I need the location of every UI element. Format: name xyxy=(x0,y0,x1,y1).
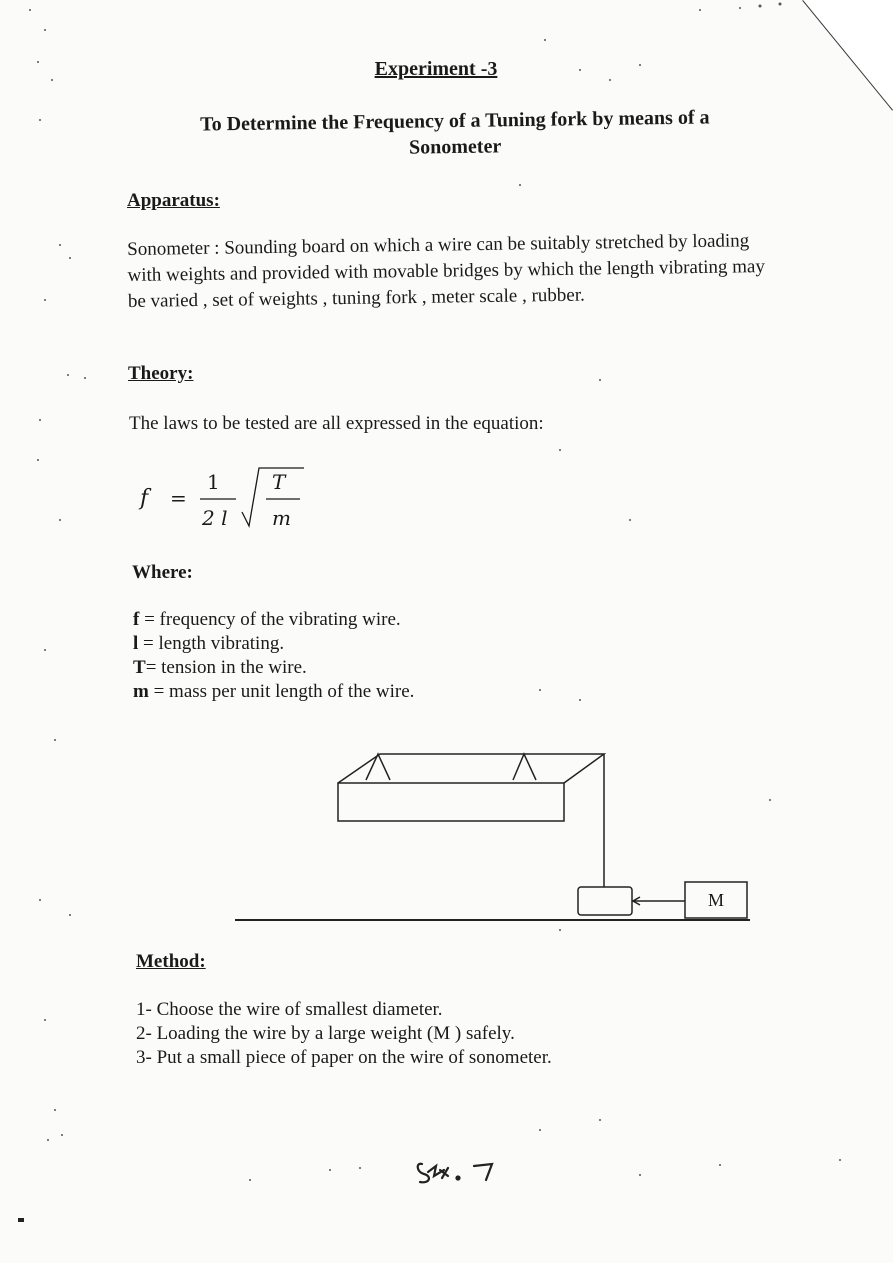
sonometer-drawing xyxy=(230,745,755,930)
definition-text: = mass per unit length of the wire. xyxy=(148,681,415,702)
mass-label: M xyxy=(708,890,725,910)
definition-tension xyxy=(133,656,414,680)
formula-lhs: f xyxy=(140,486,149,511)
page-title: Experiment -3 xyxy=(374,58,498,80)
method-steps xyxy=(136,998,552,1070)
definition-symbol: f xyxy=(133,609,140,630)
method-step: 3- Put a small piece of paper on the wire of sonometer. xyxy=(136,1047,552,1068)
definition-symbol: T xyxy=(133,657,146,678)
definition-text: = tension in the wire. xyxy=(145,657,307,678)
definition-text: = length vibrating. xyxy=(138,633,285,654)
sounding-board xyxy=(338,783,564,821)
formula-lines xyxy=(132,462,332,542)
sonometer-diagram xyxy=(230,745,755,930)
formula-denominator: 2 l xyxy=(202,506,228,530)
formula-radicand-bottom: m xyxy=(272,506,291,530)
hanger-block xyxy=(578,887,632,915)
definition-mass xyxy=(133,680,414,704)
apparatus-heading: Apparatus: xyxy=(127,190,220,211)
formula-radicand-top: T xyxy=(272,470,286,494)
bridge-right xyxy=(513,754,536,780)
method-step: 1- Choose the wire of smallest diameter. xyxy=(136,999,443,1020)
formula-equals: = xyxy=(170,486,187,510)
definition-symbol: l xyxy=(133,633,139,654)
bridge-left xyxy=(366,754,390,780)
definition-frequency xyxy=(133,608,414,632)
theory-heading: Theory: xyxy=(128,363,194,384)
formula-numerator: 1 xyxy=(207,470,220,494)
experiment-subtitle xyxy=(130,103,781,164)
subtitle-line-1: To Determine the Frequency of a Tuning fork by means of a xyxy=(199,106,710,136)
method-heading: Method: xyxy=(136,951,206,972)
definition-symbol: m xyxy=(133,681,149,702)
definition-length xyxy=(133,632,414,656)
handwritten-signature xyxy=(412,1150,502,1190)
frequency-formula xyxy=(132,462,332,542)
theory-intro: The laws to be tested are all expressed in the equation: xyxy=(129,413,544,434)
where-heading: Where: xyxy=(132,562,193,583)
definition-text: = frequency of the vibrating wire. xyxy=(139,609,401,630)
definitions-list xyxy=(133,608,414,704)
subtitle-line-2: Sonometer xyxy=(408,135,502,159)
method-step: 2- Loading the wire by a large weight (M ) safely. xyxy=(136,1023,515,1044)
apparatus-text: Sonometer : Sounding board on which a wire can be suitably stretched by loading with weights and provided with movable bridges by which the length vibrating may be varied , set of weights , tuning fork , meter scale , rubber. xyxy=(127,230,766,312)
